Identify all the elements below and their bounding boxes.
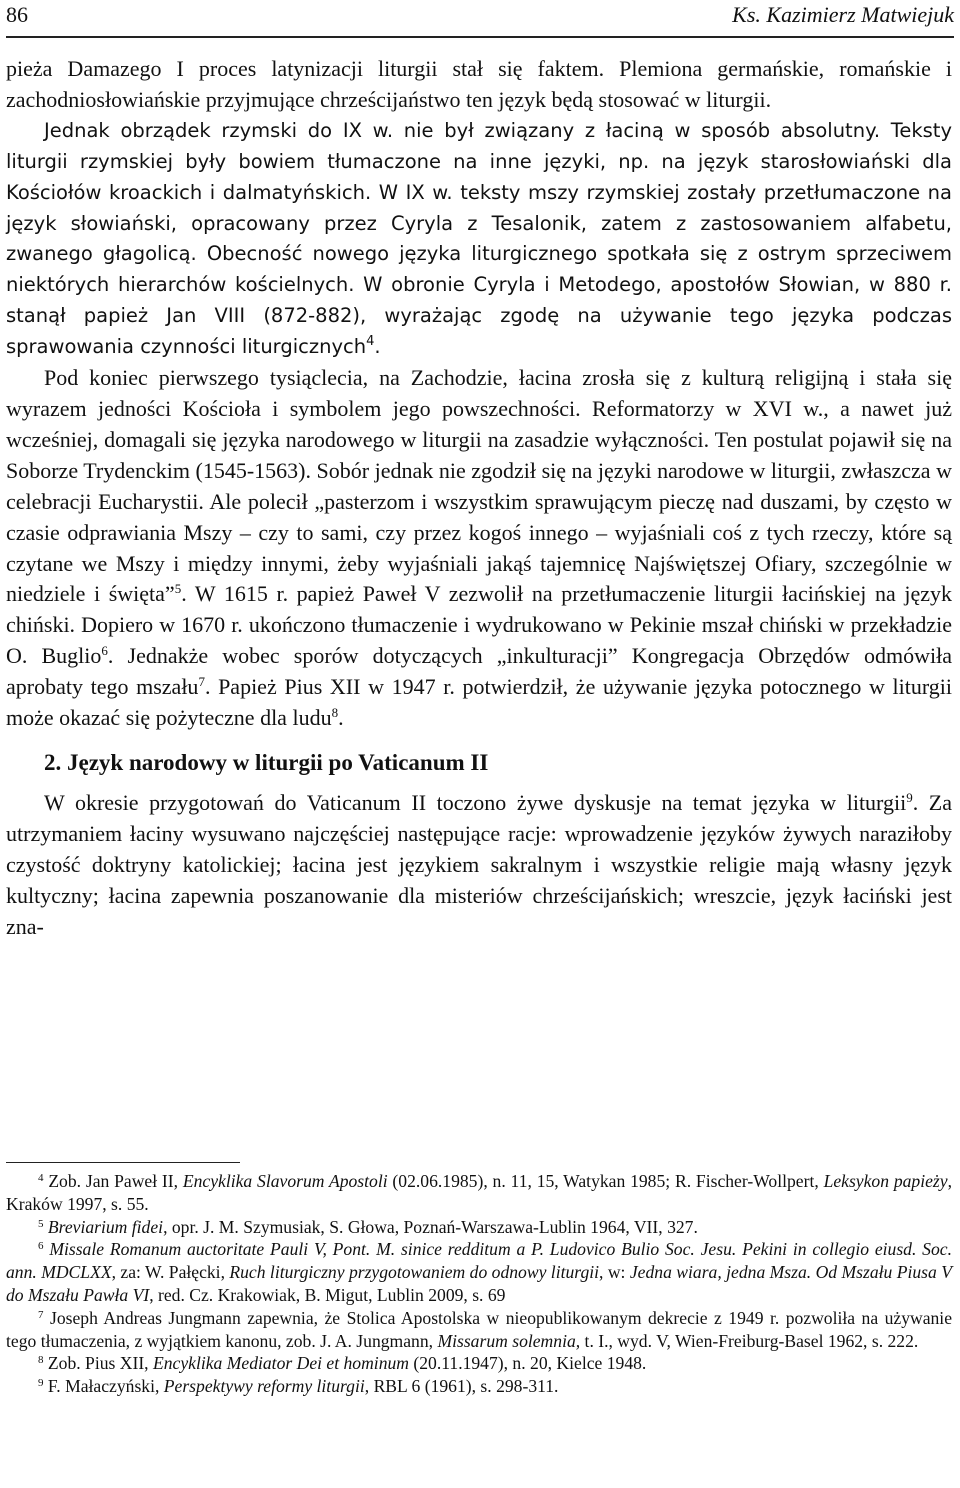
paragraph-text: . Papież Pius XII w 1947 r. potwierdził, że używanie języka potocznego w liturgii może okazać się pożyteczne dla ludu: [6, 674, 952, 731]
footnote-text: , w:: [599, 1262, 630, 1283]
paragraph-text: .: [338, 705, 344, 731]
footnote-title: Jedna wiara, jedna Msza. Od Mszału Piusa V do Mszału Pawła VI: [6, 1262, 952, 1305]
footnote-5: [6, 1216, 952, 1239]
footnote-ref[interactable]: 6: [101, 643, 108, 659]
footnote-separator: [6, 1162, 240, 1163]
paragraph: [6, 363, 952, 734]
footnote-7: [6, 1307, 952, 1353]
footnote-text: Zob. Pius XII,: [47, 1353, 153, 1374]
footnote-title: Missale Romanum auctoritate Pauli V, Pont. M. sinice redditum a P. Ludovico Bulio Soc. Jesu. Pekini in collegio eiusd. Soc. ann. MDCLXX: [6, 1239, 952, 1283]
footnote-text: (20.11.1947), n. 20, Kielce 1948.: [409, 1353, 647, 1374]
paragraph-text: Jednak obrządek rzymski do IX w. nie był związany z łaciną w sposób absolutny. Teksty liturgii rzymskiej były bowiem tłumaczone na inne języki, np. na język starosłowiański dla Kościołów kroackich i dalmatyńskich. W IX w. teksty mszy rzymskiej zostały przetłumaczone na język słowiański, opracowany przez Cyryla z Tesalonik, zatem z zastosowaniem alfabetu, zwanego głagolicą. Obecność nowego języka liturgicznego spotkała się z ostrym sprzeciwem niektórych hierarchów kościelnych. W obronie Cyryla i Metodego, apostołów Słowian, w 880 r. stanął papież Jan VIII (872-882), wyrażając zgodę na używanie tego języka podczas sprawowania czynności liturgicznych: [6, 118, 952, 359]
footnote-text: , opr. J. M. Szymusiak, S. Głowa, Poznań-Warszawa-Lublin 1964, VII, 327.: [163, 1216, 698, 1237]
paragraph: [6, 788, 952, 943]
footnote-text: , red. Cz. Krakowiak, B. Migut, Lublin 2009, s. 69: [149, 1284, 506, 1305]
paragraph-text: . W 1615 r. papież Paweł V zezwolił na przetłumaczenie liturgii łacińskiej na język chiński. Dopiero w 1670 r. ukończono tłumaczenie i wydrukowano w Pekinie mszał chiński w przekładzie O. Buglio: [6, 581, 952, 669]
footnote-title: Breviarium fidei: [47, 1216, 164, 1237]
footnote-title: Ruch liturgiczny przygotowaniem do odnowy liturgii: [229, 1262, 600, 1283]
footnote-ref[interactable]: 7: [198, 674, 205, 690]
footnotes: [6, 1170, 952, 1398]
footnote-4: [6, 1170, 952, 1216]
paragraph-text: Pod koniec pierwszego tysiąclecia, na Zachodzie, łacina zrosła się z kulturą religijną i stała się wyrazem jedności Kościoła i symbolem jego powszechności. Reformatorzy w XVI w., a nawet już wcześniej, domagali się języka narodowego w liturgii na zasadzie wyłączności. Ten postulat pojawił się na Soborze Trydenckim (1545-1563). Sobór jednak nie zgodził się na języki narodowe w liturgii, zwłaszcza w celebracji Eucharystii. Ale polecił „pasterzom i wszystkim sprawującym pieczę nad duszami, by często w czasie odprawiania Mszy – czy to sami, czy przez kogoś innego – wyjaśniali coś z tych rzeczy, które są czytane we Mszy i między innymi, żeby wyjaśniali jakąś tajemnicę Najświętszej Ofiary, szczególnie w niedziele i święta”: [6, 365, 952, 607]
footnote-number: 4: [38, 1172, 44, 1184]
footnote-number: 6: [38, 1240, 44, 1253]
section-heading: 2. Język narodowy w liturgii po Vaticanum II: [44, 749, 489, 775]
main-text: [6, 54, 952, 942]
footnote-text: , za: W. Pałęcki,: [111, 1262, 230, 1283]
paragraph-text: . Jednakże wobec sporów dotyczących „inkulturacji” Kongregacja Obrzędów odmówiła aprobaty tego mszału: [6, 643, 952, 700]
footnote-title: Missarum solemnia,: [437, 1330, 581, 1351]
footnote-text: , Kraków 1997, s. 55.: [6, 1171, 952, 1214]
paragraph: [6, 54, 952, 116]
footnote-text: (02.06.1985), n. 11, 15, Watykan 1985; R. Fischer-Wollpert,: [387, 1171, 824, 1191]
footnote-6: [6, 1238, 952, 1306]
footnote-text: Zob. Jan Paweł II,: [48, 1171, 183, 1191]
footnote-title: Encyklika Slavorum Apostoli: [182, 1171, 388, 1191]
page-number: 86: [6, 2, 28, 27]
paragraph: [6, 116, 952, 363]
footnote-text: Joseph Andreas Jungmann zapewnia, że Stolica Apostolska w nieopublikowanym dekrecie z 1949 r. pozwoliła na używanie tego tłumaczenia, z wyjątkiem kanonu, zob. J. A. Jungmann,: [6, 1307, 953, 1351]
footnote-text: , RBL 6 (1961), s. 298-311.: [364, 1376, 559, 1397]
footnote-ref[interactable]: 8: [331, 705, 339, 721]
footnote-number: 9: [38, 1377, 44, 1390]
footnote-ref[interactable]: 9: [906, 789, 913, 805]
footnote-9: [6, 1375, 952, 1398]
paragraph-text: W okresie przygotowań do Vaticanum II toczono żywe dyskusje na temat języka w liturgii: [44, 789, 907, 815]
footnote-8: [6, 1352, 952, 1375]
footnote-title: Perspektywy reformy liturgii: [163, 1376, 365, 1397]
running-head: [6, 0, 954, 38]
paragraph-text: . Za utrzymaniem łaciny wysuwano najczęściej następujące racje: wprowadzenie języków żywych naraziłoby czystość doktryny katolickiej; łacina jest językiem sakralnym i wszystkie religie mają własny język kultyczny; łacina zapewnia poszanowanie dla misteriów chrześcijańskich; wreszcie, język łaciński jest zna-: [6, 789, 953, 939]
paragraph-text: .: [374, 335, 381, 359]
footnote-text: F. Małaczyński,: [47, 1376, 164, 1397]
footnote-title: Leksykon papieży: [823, 1171, 948, 1191]
footnote-ref[interactable]: 4: [366, 334, 375, 350]
paragraph-text: pieża Damazego I proces latynizacji liturgii stał się faktem. Plemiona germańskie, romańskie i zachodniosłowiańskie przyjmujące chrześcijaństwo ten język będą stosować w liturgii.: [6, 56, 952, 112]
footnote-number: 8: [38, 1354, 44, 1367]
footnote-ref[interactable]: 5: [174, 581, 182, 597]
running-head-author: Ks. Kazimierz Matwiejuk: [732, 2, 954, 27]
footnote-text: t. I., wyd. V, Wien-Freiburg-Basel 1962, s. 222.: [580, 1330, 919, 1351]
footnote-title: Encyklika Mediator Dei et hominum: [152, 1353, 409, 1374]
footnote-number: 7: [38, 1308, 44, 1321]
footnote-number: 5: [38, 1217, 44, 1230]
